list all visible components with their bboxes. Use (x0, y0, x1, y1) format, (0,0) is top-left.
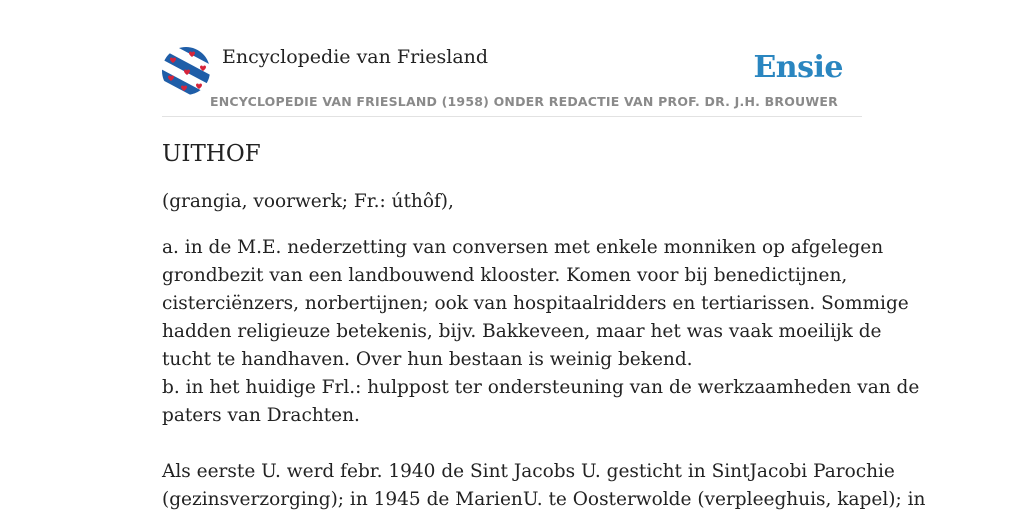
article-title: UITHOF (162, 141, 261, 167)
ensie-brand-link[interactable]: Ensie (753, 50, 843, 85)
article-body-a (162, 234, 920, 430)
frisian-flag-icon[interactable] (162, 47, 210, 95)
article-line: a. in de M.E. nederzetting van conversen met enkele monniken op afgelegen (162, 237, 884, 258)
article-line: grondbezit van een landbouwend klooster. Komen voor bij benedictijnen, (162, 265, 848, 286)
article-line: paters van Drachten. (162, 405, 360, 426)
article-line: cisterciënzers, norbertijnen; ook van hospitaalridders en tertiarissen. Sommige (162, 293, 909, 314)
article-line: b. in het huidige Frl.: hulppost ter ondersteuning van de werkzaamheden van de (162, 377, 920, 398)
article-body-b (162, 458, 926, 514)
site-header (162, 44, 862, 117)
article-line: tucht te handhaven. Over hun bestaan is weinig bekend. (162, 349, 693, 370)
article-line: Als eerste U. werd febr. 1940 de Sint Jacobs U. gesticht in SintJacobi Parochie (162, 461, 895, 482)
article-line: (gezinsverzorging); in 1945 de MarienU. te Oosterwolde (verpleeghuis, kapel); in (162, 489, 926, 510)
article (162, 138, 926, 514)
site-title[interactable]: Encyclopedie van Friesland (222, 46, 489, 68)
article-line: hadden religieuze betekenis, bijv. Bakkeveen, maar het was vaak moeilijk de (162, 321, 882, 342)
article-intro: (grangia, voorwerk; Fr.: úthôf), (162, 191, 454, 212)
site-subtitle: ENCYCLOPEDIE VAN FRIESLAND (1958) ONDER REDACTIE VAN PROF. DR. J.H. BROUWER (210, 94, 838, 109)
